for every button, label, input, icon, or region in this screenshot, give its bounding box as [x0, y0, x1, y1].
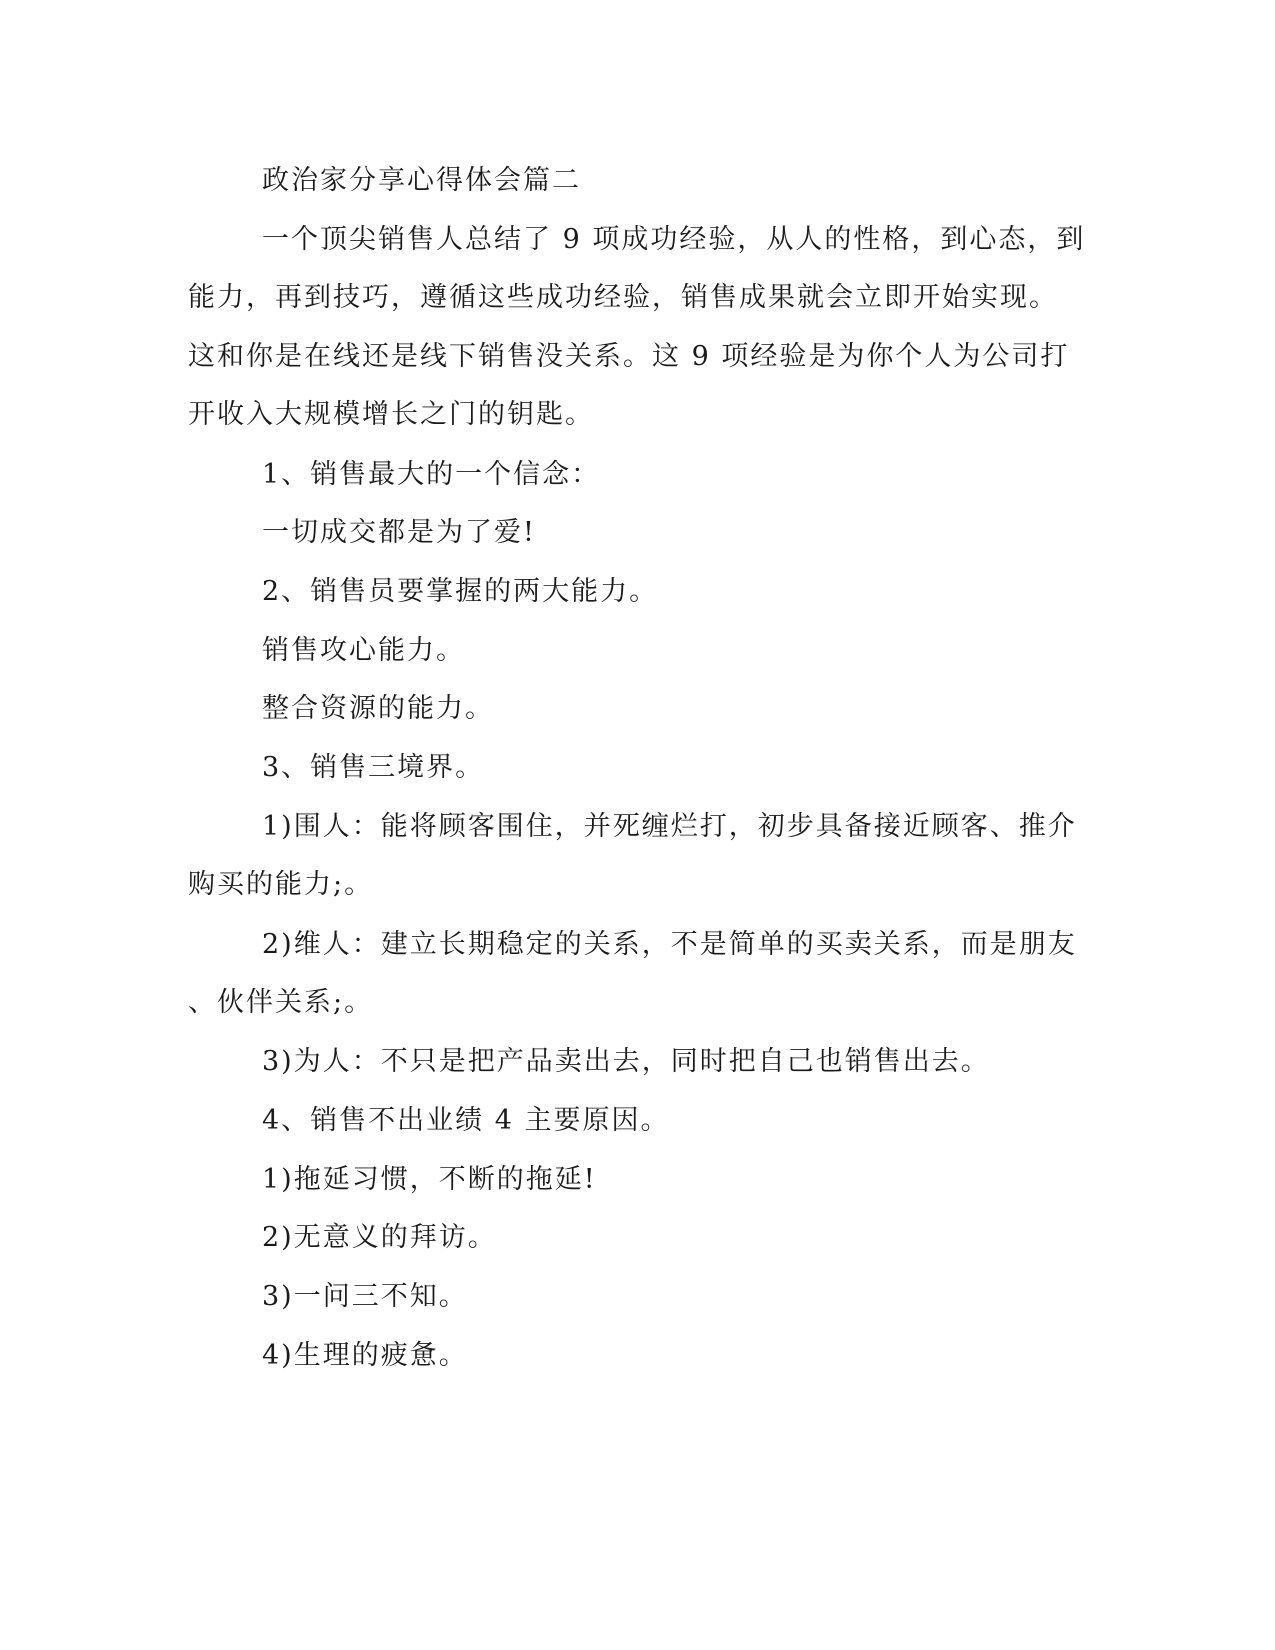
section-3-point-2-line-1: 2)维人：建立长期稳定的关系，不是简单的买卖关系，而是朋友 [262, 929, 1077, 960]
intro-line-2: 能力，再到技巧，遵循这些成功经验，销售成果就会立即开始实现。 [188, 282, 1058, 313]
section-3-point-1-line-1: 1)围人：能将顾客围住，并死缠烂打，初步具备接近顾客、推介 [262, 811, 1077, 842]
section-3-point-3: 3)为人：不只是把产品卖出去，同时把自己也销售出去。 [262, 1046, 990, 1077]
document-title: 政治家分享心得体会篇二 [262, 165, 581, 196]
section-3-point-2-line-2: 、伙伴关系;。 [188, 987, 374, 1018]
section-3-point-1-line-2: 购买的能力;。 [188, 869, 374, 900]
section-2-item-b: 整合资源的能力。 [262, 693, 494, 724]
section-4-reason-1: 1)拖延习惯，不断的拖延! [262, 1164, 597, 1195]
intro-line-1: 一个顶尖销售人总结了 9 项成功经验，从人的性格，到心态，到 [262, 224, 1086, 255]
intro-line-4: 开收入大规模增长之门的钥匙。 [188, 399, 594, 430]
section-1-text: 一切成交都是为了爱! [262, 517, 536, 548]
section-4-reason-4: 4)生理的疲惫。 [262, 1340, 468, 1371]
section-2-heading: 2、销售员要掌握的两大能力。 [262, 576, 659, 607]
section-1-heading: 1、销售最大的一个信念： [262, 459, 601, 490]
section-3-heading: 3、销售三境界。 [262, 752, 485, 783]
section-4-reason-2: 2)无意义的拜访。 [262, 1222, 497, 1253]
section-4-reason-3: 3)一问三不知。 [262, 1281, 468, 1312]
section-4-heading: 4、销售不出业绩 4 主要原因。 [262, 1105, 670, 1136]
section-2-item-a: 销售攻心能力。 [262, 635, 465, 666]
intro-line-3: 这和你是在线还是线下销售没关系。这 9 项经验是为你个人为公司打 [188, 341, 1070, 372]
